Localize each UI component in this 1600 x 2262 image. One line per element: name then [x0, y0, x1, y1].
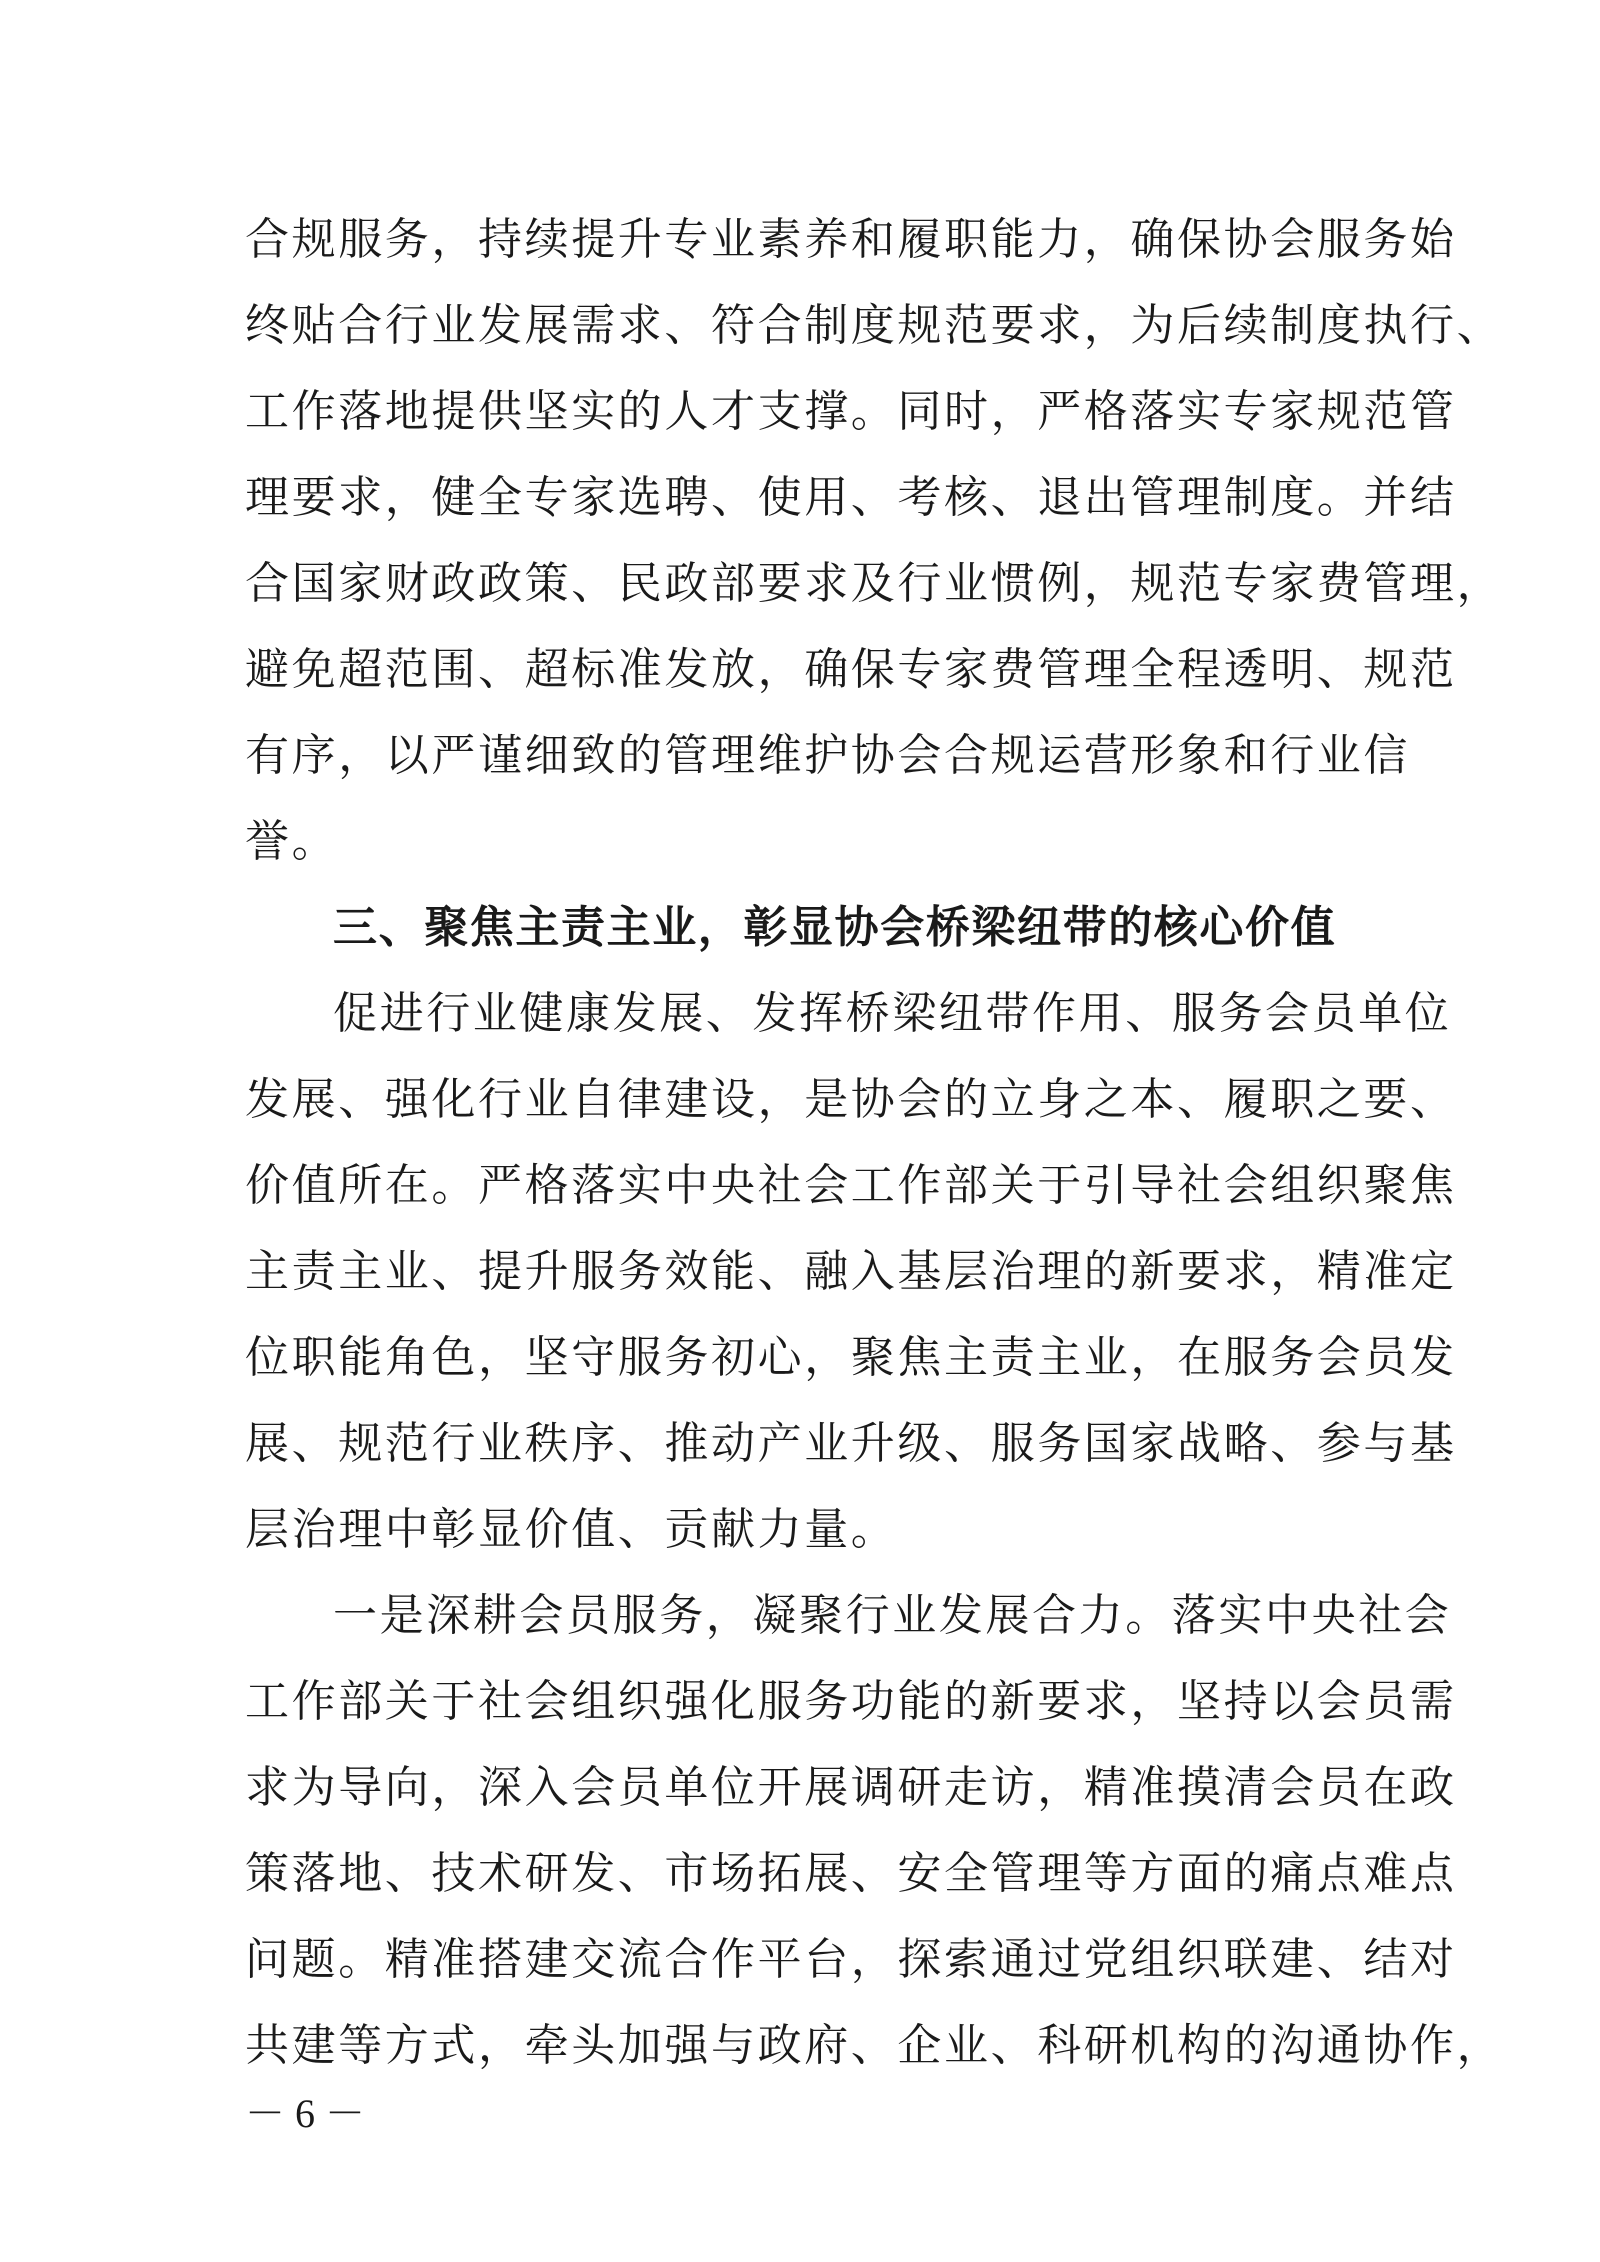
- paragraph-intro-line: 发展、强化行业自律建设，是协会的立身之本、履职之要、: [245, 1074, 1457, 1125]
- paragraph-intro-line: 展、规范行业秩序、推动产业升级、服务国家战略、参与基: [245, 1418, 1457, 1469]
- paragraph-one-line: 一是深耕会员服务，凝聚行业发展合力。落实中央社会: [333, 1590, 1452, 1641]
- paragraph-continued-line: 合规服务，持续提升专业素养和履职能力，确保协会服务始: [245, 214, 1457, 265]
- paragraph-intro-line: 位职能角色，坚守服务初心，聚焦主责主业，在服务会员发: [245, 1332, 1457, 1383]
- paragraph-continued-line: 终贴合行业发展需求、符合制度规范要求，为后续制度执行、: [245, 300, 1504, 351]
- paragraph-one-line: 求为导向，深入会员单位开展调研走访，精准摸清会员在政: [245, 1762, 1457, 1813]
- paragraph-continued-line: 工作落地提供坚实的人才支撑。同时，严格落实专家规范管: [245, 386, 1457, 437]
- paragraph-continued-line: 合国家财政政策、民政部要求及行业惯例，规范专家费管理，: [245, 558, 1504, 609]
- paragraph-one-line: 策落地、技术研发、市场拓展、安全管理等方面的痛点难点: [245, 1848, 1457, 1899]
- section-heading: 三、聚焦主责主业，彰显协会桥梁纽带的核心价值: [333, 902, 1337, 953]
- paragraph-intro-line: 促进行业健康发展、发挥桥梁纽带作用、服务会员单位: [333, 988, 1452, 1039]
- paragraph-one-line: 工作部关于社会组织强化服务功能的新要求，坚持以会员需: [245, 1676, 1457, 1727]
- paragraph-one-line: 问题。精准搭建交流合作平台，探索通过党组织联建、结对: [245, 1934, 1457, 1985]
- page-number: － 6 －: [245, 2091, 365, 2136]
- paragraph-intro-line: 层治理中彰显价值、贡献力量。: [245, 1504, 898, 1555]
- paragraph-continued-line: 有序，以严谨细致的管理维护协会合规运营形象和行业信: [245, 730, 1410, 781]
- paragraph-one-line: 共建等方式，牵头加强与政府、企业、科研机构的沟通协作，: [245, 2020, 1504, 2071]
- paragraph-intro-line: 价值所在。严格落实中央社会工作部关于引导社会组织聚焦: [245, 1160, 1457, 1211]
- paragraph-continued-line: 理要求，健全专家选聘、使用、考核、退出管理制度。并结: [245, 472, 1457, 523]
- paragraph-continued-line: 誉。: [245, 816, 339, 867]
- paragraph-continued-line: 避免超范围、超标准发放，确保专家费管理全程透明、规范: [245, 644, 1457, 695]
- paragraph-intro-line: 主责主业、提升服务效能、融入基层治理的新要求，精准定: [245, 1246, 1457, 1297]
